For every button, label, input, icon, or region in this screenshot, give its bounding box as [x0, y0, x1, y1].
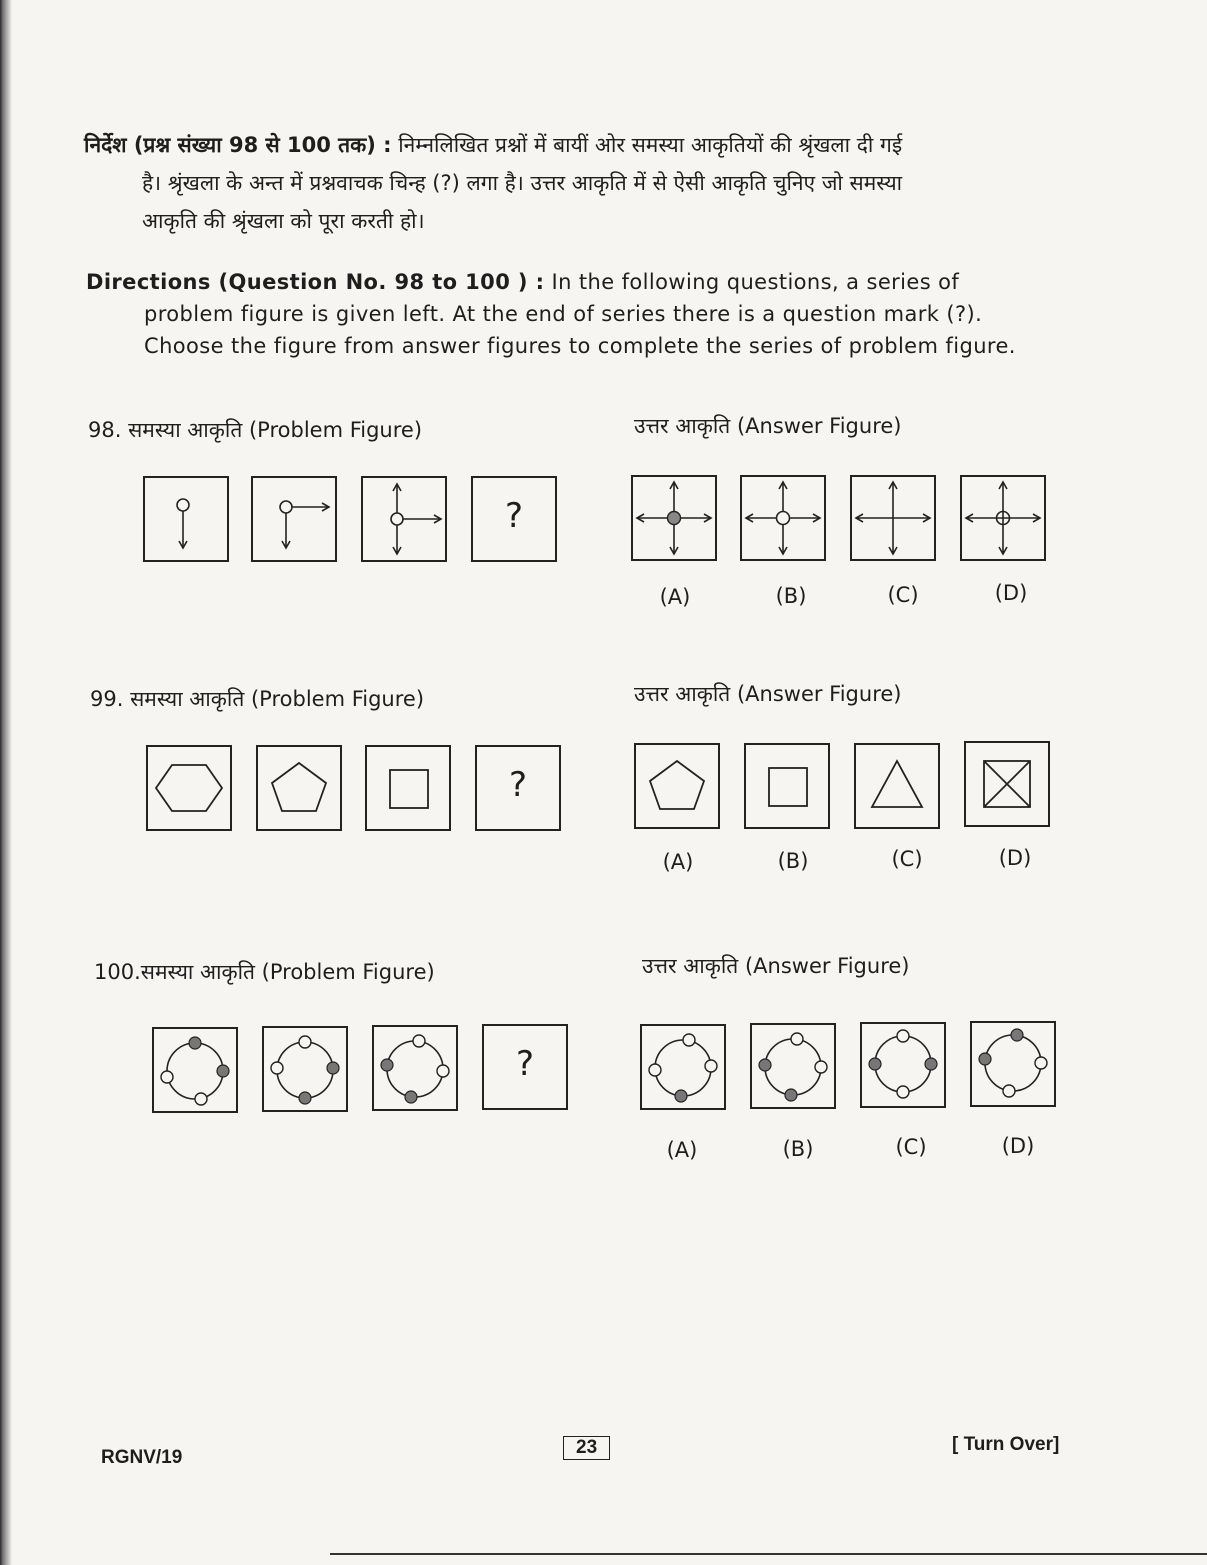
question-number: 100. — [94, 960, 141, 984]
hindi-line-3: आकृति की श्रृंखला को पूरा करती हो। — [142, 209, 425, 233]
q99-problem-figure-3 — [365, 745, 451, 831]
q99-problem-heading — [90, 685, 424, 713]
q98-answer-figure-c[interactable] — [850, 475, 936, 561]
circle-with-down-arrow-icon — [145, 478, 227, 560]
q99-answer-figure-b[interactable] — [744, 743, 830, 829]
q98-problem-figure-4 — [471, 476, 557, 562]
option-d-label[interactable]: (D) — [1001, 1134, 1035, 1158]
question-mark: ? — [515, 1044, 535, 1084]
hindi-line-2: है। श्रृंखला के अन्त में प्रश्नवाचक चिन्ह (?) लगा है। उत्तर आकृति में से ऐसी आकृति चुनिए जो समस्या — [142, 171, 903, 195]
q98-answer-figure-b[interactable] — [740, 475, 826, 561]
pentagon-icon — [636, 745, 718, 827]
q99-problem-figure-1 — [146, 745, 232, 831]
crossed-square-icon — [966, 743, 1048, 825]
ring-with-dots-icon — [862, 1024, 944, 1106]
q99-answer-heading: उत्तर आकृति (Answer Figure) — [634, 682, 902, 706]
option-a-label[interactable]: (A) — [662, 850, 694, 874]
problem-figure-label: समस्या आकृति (Problem Figure) — [130, 687, 425, 711]
q100-answer-heading: उत्तर आकृति (Answer Figure) — [642, 954, 910, 978]
option-d-label[interactable]: (D) — [998, 846, 1032, 870]
option-c-label[interactable]: (C) — [891, 847, 923, 871]
four-arrows-open-circle-icon — [742, 477, 824, 559]
hexagon-icon — [148, 747, 230, 829]
square-icon — [746, 745, 828, 827]
question-number: 99. — [90, 687, 124, 711]
option-c-label[interactable]: (C) — [887, 583, 919, 607]
q100-problem-figure-4 — [482, 1024, 568, 1110]
q100-answer-figure-d[interactable] — [970, 1021, 1056, 1107]
hindi-text-1: निम्नलिखित प्रश्नों में बायीं ओर समस्या आकृतियों की श्रृंखला दी गई — [398, 133, 903, 157]
ring-with-dots-icon — [374, 1027, 456, 1109]
hindi-instructions — [84, 126, 1094, 240]
problem-figure-label: समस्या आकृति (Problem Figure) — [128, 418, 423, 442]
english-line-2: problem figure is given left. At the end of series there is a question mark (?). — [144, 302, 983, 326]
option-b-label[interactable]: (B) — [782, 1137, 814, 1161]
english-directions — [86, 266, 1096, 362]
page-number: 23 — [563, 1436, 610, 1460]
four-arrows-shaded-circle-icon — [633, 477, 715, 559]
square-icon — [367, 747, 449, 829]
english-heading: Directions (Question No. 98 to 100 ) : — [86, 270, 545, 294]
question-mark: ? — [504, 496, 524, 536]
q100-problem-figure-3 — [372, 1025, 458, 1111]
english-line-3: Choose the figure from answer figures to complete the series of problem figure. — [144, 334, 1016, 358]
pentagon-icon — [258, 747, 340, 829]
q100-problem-figure-2 — [262, 1026, 348, 1112]
english-line-1 — [86, 266, 1096, 298]
q100-problem-heading — [94, 958, 435, 986]
option-a-label[interactable]: (A) — [659, 585, 691, 609]
q98-problem-heading — [88, 416, 422, 444]
q100-answer-figure-c[interactable] — [860, 1022, 946, 1108]
q99-problem-figure-4 — [475, 745, 561, 831]
ring-with-dots-icon — [154, 1029, 236, 1111]
paper-code: RGNV/19 — [101, 1447, 183, 1468]
q100-problem-figure-1 — [152, 1027, 238, 1113]
circle-with-down-and-right-arrows-icon — [253, 478, 335, 560]
turn-over-label: [ Turn Over] — [952, 1434, 1060, 1455]
ring-with-dots-icon — [642, 1026, 724, 1108]
english-text-1: In the following questions, a series of — [551, 270, 960, 294]
hindi-line-1 — [84, 126, 1094, 164]
q98-answer-heading: उत्तर आकृति (Answer Figure) — [634, 414, 902, 438]
q98-problem-figure-1 — [143, 476, 229, 562]
option-c-label[interactable]: (C) — [895, 1135, 927, 1159]
option-b-label[interactable]: (B) — [777, 849, 809, 873]
q99-problem-figure-2 — [256, 745, 342, 831]
four-arrows-crossed-circle-icon — [962, 477, 1044, 559]
problem-figure-label: समस्या आकृति (Problem Figure) — [140, 960, 435, 984]
q98-problem-figure-3 — [361, 476, 447, 562]
bottom-rule — [330, 1553, 1207, 1555]
q99-answer-figure-c[interactable] — [854, 743, 940, 829]
q98-answer-figure-d[interactable] — [960, 475, 1046, 561]
q98-answer-figure-a[interactable] — [631, 475, 717, 561]
option-a-label[interactable]: (A) — [666, 1138, 698, 1162]
four-arrows-no-circle-icon — [852, 477, 934, 559]
question-number: 98. — [88, 418, 122, 442]
circle-with-up-down-right-arrows-icon — [363, 478, 445, 560]
option-b-label[interactable]: (B) — [775, 584, 807, 608]
q100-answer-figure-b[interactable] — [750, 1023, 836, 1109]
question-mark: ? — [508, 765, 528, 805]
q98-problem-figure-2 — [251, 476, 337, 562]
option-d-label[interactable]: (D) — [994, 581, 1028, 605]
q100-answer-figure-a[interactable] — [640, 1024, 726, 1110]
hindi-heading: निर्देश (प्रश्न संख्या 98 से 100 तक) : — [84, 133, 392, 157]
scan-edge — [0, 0, 14, 1565]
ring-with-dots-icon — [972, 1023, 1054, 1105]
q99-answer-figure-d[interactable] — [964, 741, 1050, 827]
triangle-icon — [856, 745, 938, 827]
q99-answer-figure-a[interactable] — [634, 743, 720, 829]
ring-with-dots-icon — [264, 1028, 346, 1110]
ring-with-dots-icon — [752, 1025, 834, 1107]
